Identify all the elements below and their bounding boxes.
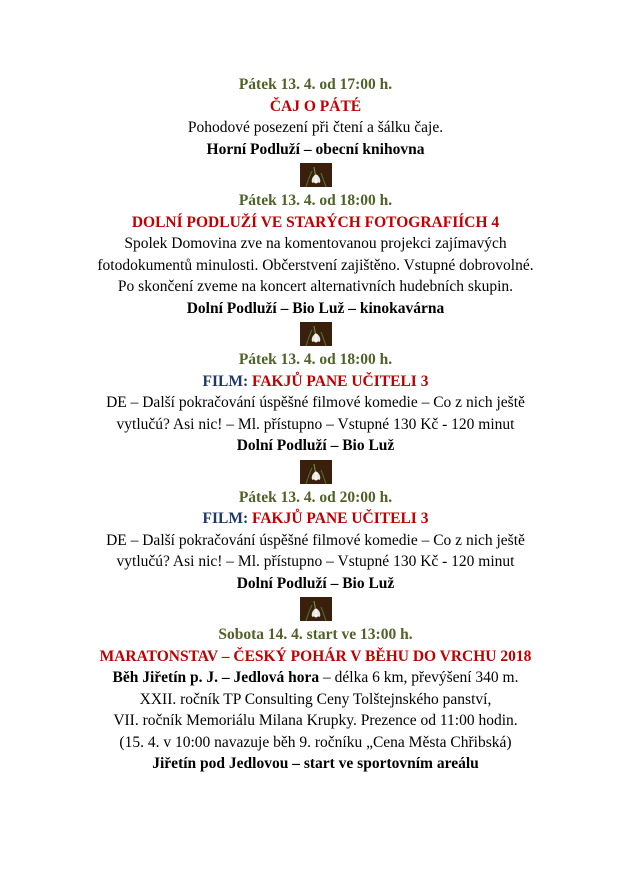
event-description: vytlučú? Asi nic! – Ml. přístupno – Vstupné 130 Kč - 120 minut	[116, 415, 515, 433]
event-location: Horní Podluží – obecní knihovna	[206, 140, 425, 158]
event-description: DE – Další pokračování úspěšné filmové komedie – Co z nich ještě	[106, 394, 525, 411]
event-description: XXII. ročník TP Consulting Ceny Tolštejnského panství,	[139, 690, 492, 708]
event-title: FAKJŮ PANE UČITELI 3	[248, 510, 429, 527]
event-date: Pátek 13. 4. od 17:00 h.	[238, 76, 393, 93]
event-description: Pohodové posezení při čtení a šálku čaje.	[187, 119, 444, 136]
event-title-line	[0, 508, 631, 530]
film-prefix: FILM:	[202, 372, 249, 390]
event-route-name: Běh Jiřetín p. J. – Jedlová hora	[112, 669, 320, 686]
event-location: Jiřetín pod Jedlovou – start ve sportovním areálu	[152, 755, 479, 772]
event-route-details: – délka 6 km, převýšení 340 m.	[319, 669, 519, 686]
event-description: fotodokumentů minulosti. Občerstvení zajištěno. Vstupné dobrovolné.	[97, 256, 534, 274]
event-date: Pátek 13. 4. od 18:00 h.	[238, 351, 393, 368]
event-date: Sobota 14. 4. start ve 13:00 h.	[218, 626, 413, 643]
event-title: ČAJ O PÁTÉ	[269, 97, 362, 115]
event-title: MARATONSTAV – ČESKÝ POHÁR V BĚHU DO VRCHU 2018	[99, 647, 532, 665]
event-date: Pátek 13. 4. od 18:00 h.	[238, 192, 393, 209]
snowdrop-flower-icon	[300, 322, 332, 346]
event-location: Dolní Podluží – Bio Luž	[236, 574, 395, 592]
event-location: Dolní Podluží – Bio Luž	[236, 437, 395, 454]
snowdrop-flower-icon	[300, 460, 332, 484]
event-description: Po skončení zveme na koncert alternativních hudebních skupin.	[117, 278, 514, 295]
event-description: vytlučú? Asi nic! – Ml. přístupno – Vstupné 130 Kč - 120 minut	[116, 553, 515, 570]
event-title: DOLNÍ PODLUŽÍ VE STARÝCH FOTOGRAFIÍCH 4	[131, 213, 500, 231]
event-title: FAKJŮ PANE UČITELI 3	[248, 372, 429, 390]
event-date: Pátek 13. 4. od 20:00 h.	[238, 488, 393, 506]
event-route	[0, 667, 631, 689]
event-description: Spolek Domovina zve na komentovanou projekci zajímavých	[124, 235, 507, 252]
event-title-line	[0, 371, 631, 393]
event-description: DE – Další pokračování úspěšné filmové komedie – Co z nich ještě	[106, 531, 525, 549]
snowdrop-flower-icon	[300, 597, 332, 621]
event-description: (15. 4. v 10:00 navazuje běh 9. ročníku „Cena Města Chřibská)	[119, 733, 512, 751]
event-description: VII. ročník Memoriálu Milana Krupky. Prezence od 11:00 hodin.	[113, 712, 518, 729]
event-location: Dolní Podluží – Bio Luž – kinokavárna	[186, 299, 445, 317]
snowdrop-flower-icon	[300, 163, 332, 187]
film-prefix: FILM:	[202, 510, 249, 527]
